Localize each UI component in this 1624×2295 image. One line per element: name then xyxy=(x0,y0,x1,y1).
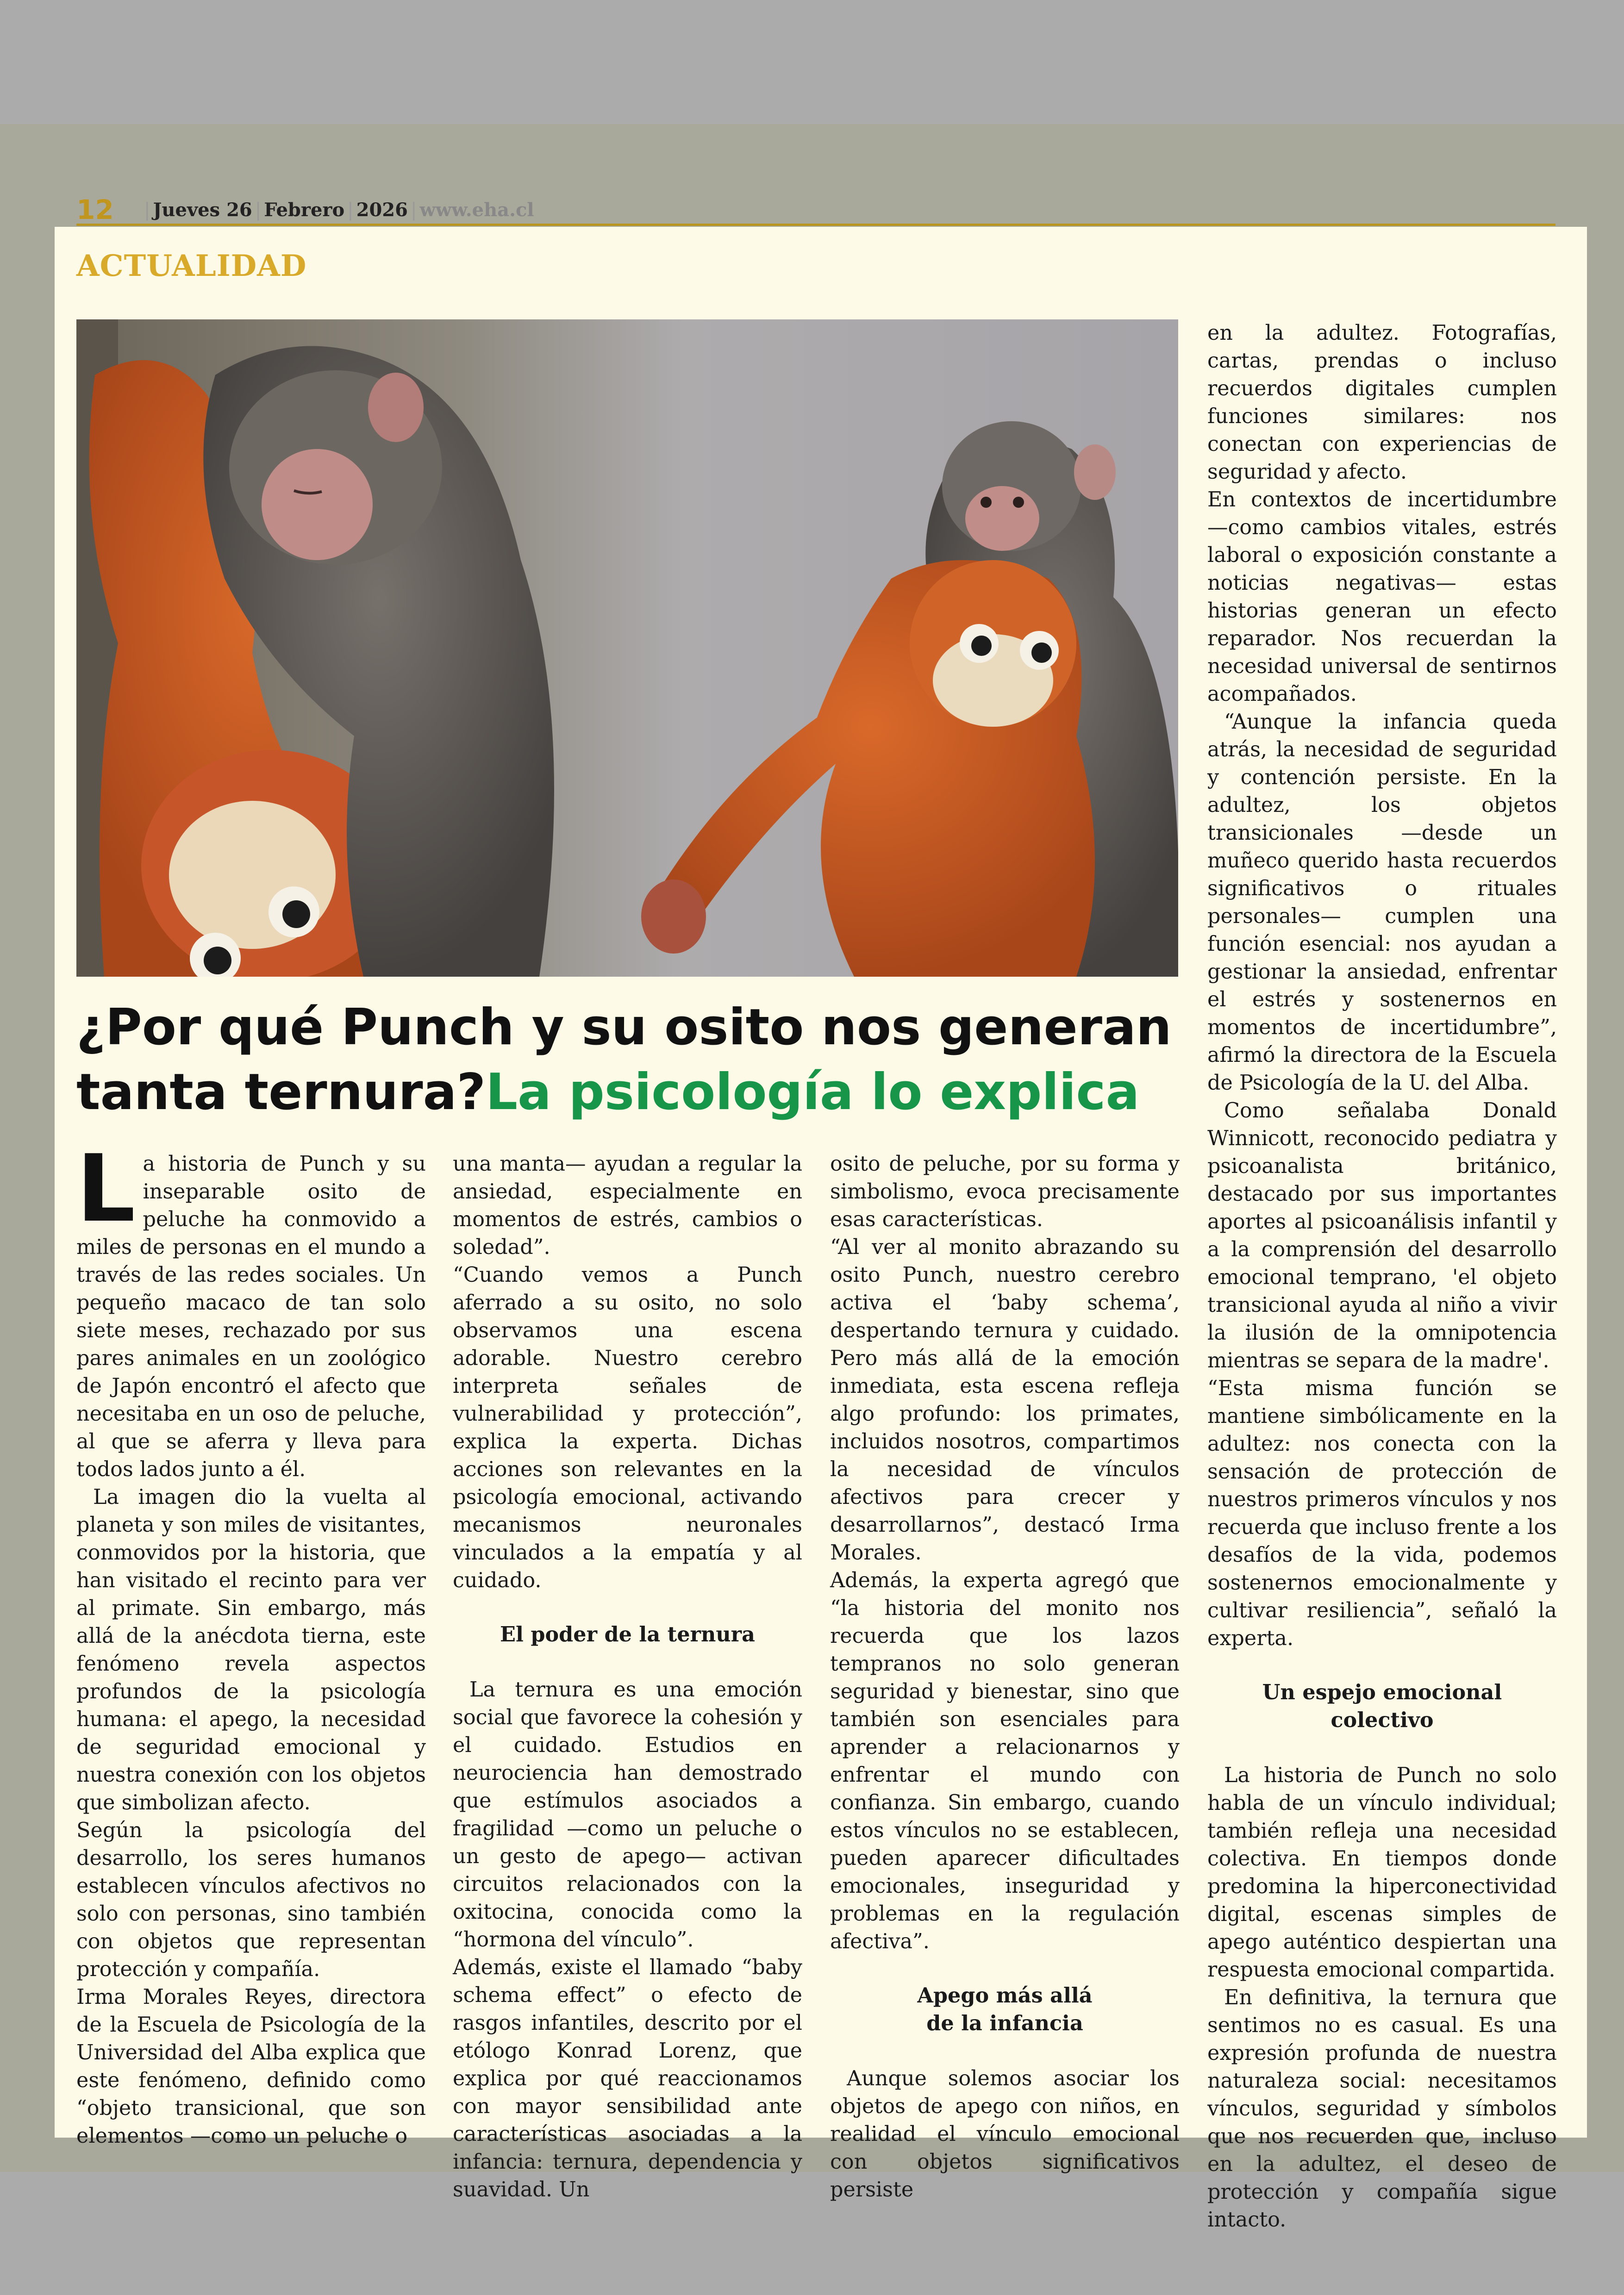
paragraph: osito de peluche, por su forma y simbolismo, evoca precisamente esas características. xyxy=(830,1152,1180,1231)
section-label: ACTUALIDAD xyxy=(76,249,307,283)
paragraph: Además, existe el llamado “baby schema effect” o efecto de rasgos infantiles, descrito por el etólogo Konrad Lorenz, que explica por qué reaccionamos con mayor sensibilidad ante características asociadas a la infancia: ternura, dependencia y suavidad. Un xyxy=(453,1956,802,2201)
paragraph: Irma Morales Reyes, directora de la Escuela de Psicología de la Universidad del Alba explica que este fenómeno, definido como “objeto transicional, que son elementos —como un peluche o xyxy=(76,1985,426,2148)
paragraph: Además, la experta agregó que “la historia del monito nos recuerda que los lazos tempranos no solo generan seguridad y bienestar, sino que también son esenciales para aprender a relacionarnos y enfrentar el mundo con confianza. Sin embargo, cuando estos vínculos no se establecen, pueden aparecer dificultades emocionales, inseguridad y problemas en la regulación afectiva”. xyxy=(830,1569,1180,1953)
headline-main: ¿Por qué Punch y su osito nos generan tanta ternura? xyxy=(76,998,1172,1121)
paragraph: una manta— ayudan a regular la ansiedad, especialmente en momentos de estrés, cambios o soledad”. xyxy=(453,1152,802,1259)
subheading-line: Apego más allá xyxy=(917,1983,1093,2008)
header-year: 2026 xyxy=(356,199,408,221)
header-website[interactable]: www.eha.cl xyxy=(419,199,534,221)
subheading-poder-ternura: El poder de la ternura xyxy=(500,1622,755,1646)
subheading-espejo-emocional xyxy=(1207,1678,1557,1734)
article-column-2 xyxy=(453,1150,802,2204)
header-dateline: | Jueves 26 | Febrero | 2026 | www.eha.cl xyxy=(144,199,534,221)
paragraph: “Aunque la infancia queda atrás, la necesidad de seguridad y contención persiste. En la adultez, los objetos transicionales —desde un muñeco querido hasta recuerdos significativos o rituales personales— cumplen una función esencial: nos ayudan a gestionar la ansiedad, enfrentar el estrés y sostenernos en momentos de incertidumbre”, afirmó la directora de la Escuela de Psicología de la U. del Alba. xyxy=(1207,710,1557,1095)
article-photo xyxy=(76,319,1178,977)
header-month: Febrero xyxy=(264,199,345,221)
photo-two-monkeys-with-plush-orangutans-icon xyxy=(76,319,1178,977)
headline-accent: La psicología lo explica xyxy=(486,1063,1140,1121)
paragraph: en la adultez. Fotografías, cartas, prendas o incluso recuerdos digitales cumplen funciones similares: nos conectan con experiencias de seguridad y afecto. xyxy=(1207,321,1557,484)
paragraph: La imagen dio la vuelta al planeta y son miles de visitantes, conmovidos por la historia, que han visitado el recinto para ver al primate. Sin embargo, más allá de la anécdota tierna, este fenómeno revela aspectos profundos de la psicología humana: el apego, la necesidad de seguridad emocional y nuestra conexión con los objetos que simbolizan afecto. xyxy=(76,1485,426,1815)
paragraph: En definitiva, la ternura que sentimos no es casual. Es una expresión profunda de nuestra naturaleza social: necesitamos vínculos, seguridad y símbolos que nos recuerden que, incluso en la adultez, el deseo de protección y compañía sigue intacto. xyxy=(1207,1986,1557,2232)
header-day: Jueves 26 xyxy=(153,199,252,221)
paragraph: La historia de Punch no solo habla de un vínculo individual; también refleja una necesidad colectiva. En tiempos donde predomina la hiperconectividad digital, escenas simples de apego auténtico despiertan una respuesta emocional compartida. xyxy=(1207,1764,1557,1982)
subheading-apego xyxy=(830,1982,1180,2037)
paragraph: En contextos de incertidumbre —como cambios vitales, estrés laboral o exposición constante a noticias negativas— estas historias generan un efecto reparador. Nos recuerdan la necesidad universal de sentirnos acompañados. xyxy=(1207,488,1557,706)
paragraph: “Cuando vemos a Punch aferrado a su osito, no solo observamos una escena adorable. Nuestro cerebro interpreta señales de vulnerabilidad y protección”, explica la experta. Dichas acciones son relevantes en la psicología emocional, activando mecanismos neuronales vinculados a la empatía y al cuidado. xyxy=(453,1263,802,1592)
article-column-3 xyxy=(830,1150,1180,2204)
paragraph: “Al ver al monito abrazando su osito Punch, nuestro cerebro activa el ‘baby schema’, despertando ternura y cuidado. Pero más allá de la emoción inmediata, esta escena refleja algo profundo: los primates, incluidos nosotros, compartimos la necesidad de vínculos afectivos para crecer y desarrollarnos”, destacó Irma Morales. xyxy=(830,1235,1180,1565)
article-column-4 xyxy=(1207,319,1557,2234)
paragraph: “Esta misma función se mantiene simbólicamente en la adultez: nos conecta con la sensación de protección de nuestros primeros vínculos y nos recuerda que incluso frente a los desafíos de la vida, podemos sostenernos emocionalmente y cultivar resiliencia”, señaló la experta. xyxy=(1207,1377,1557,1650)
article-column-1 xyxy=(76,1135,426,2150)
paragraph: Aunque solemos asociar los objetos de apego con niños, en realidad el vínculo emocional con objetos significativos persiste xyxy=(830,2067,1180,2201)
headline xyxy=(76,995,1187,1125)
subheading-line: colectivo xyxy=(1330,1708,1434,1732)
subheading-line: Un espejo emocional xyxy=(1262,1680,1502,1704)
page-number: 12 xyxy=(76,194,114,225)
paragraph: La ternura es una emoción social que favorece la cohesión y el cuidado. Estudios en neurociencia han demostrado que estímulos asociados a fragilidad —como un peluche o un gesto de apego— activan circuitos relacionados con la oxitocina, conocida como la “hormona del vínculo”. xyxy=(453,1678,802,1952)
subheading-line: de la infancia xyxy=(926,2011,1083,2035)
paragraph: a historia de Punch y su inseparable osito de peluche ha conmovido a miles de personas en el mundo a través de las redes sociales. Un pequeño macaco de tan solo siete meses, rechazado por sus pares animales en un zoológico de Japón encontró el afecto que necesitaba en un oso de peluche, al que se aferra y lleva para todos lados junto a él. xyxy=(76,1152,426,1481)
paragraph: Según la psicología del desarrollo, los seres humanos establecen vínculos afectivos no solo con personas, sino también con objetos que representan protección y compañía. xyxy=(76,1819,426,1981)
paragraph: Como señalaba Donald Winnicott, reconocido pediatra y psicoanalista británico, destacado por sus importantes aportes al psicoanálisis infantil y a la comprensión del desarrollo emocional temprano, 'el objeto transicional ayuda al niño a vivir la ilusión de la omnipotencia mientras se separa de la madre'. xyxy=(1207,1099,1557,1372)
drop-cap: L xyxy=(76,1135,136,1243)
page-header xyxy=(76,193,1555,226)
